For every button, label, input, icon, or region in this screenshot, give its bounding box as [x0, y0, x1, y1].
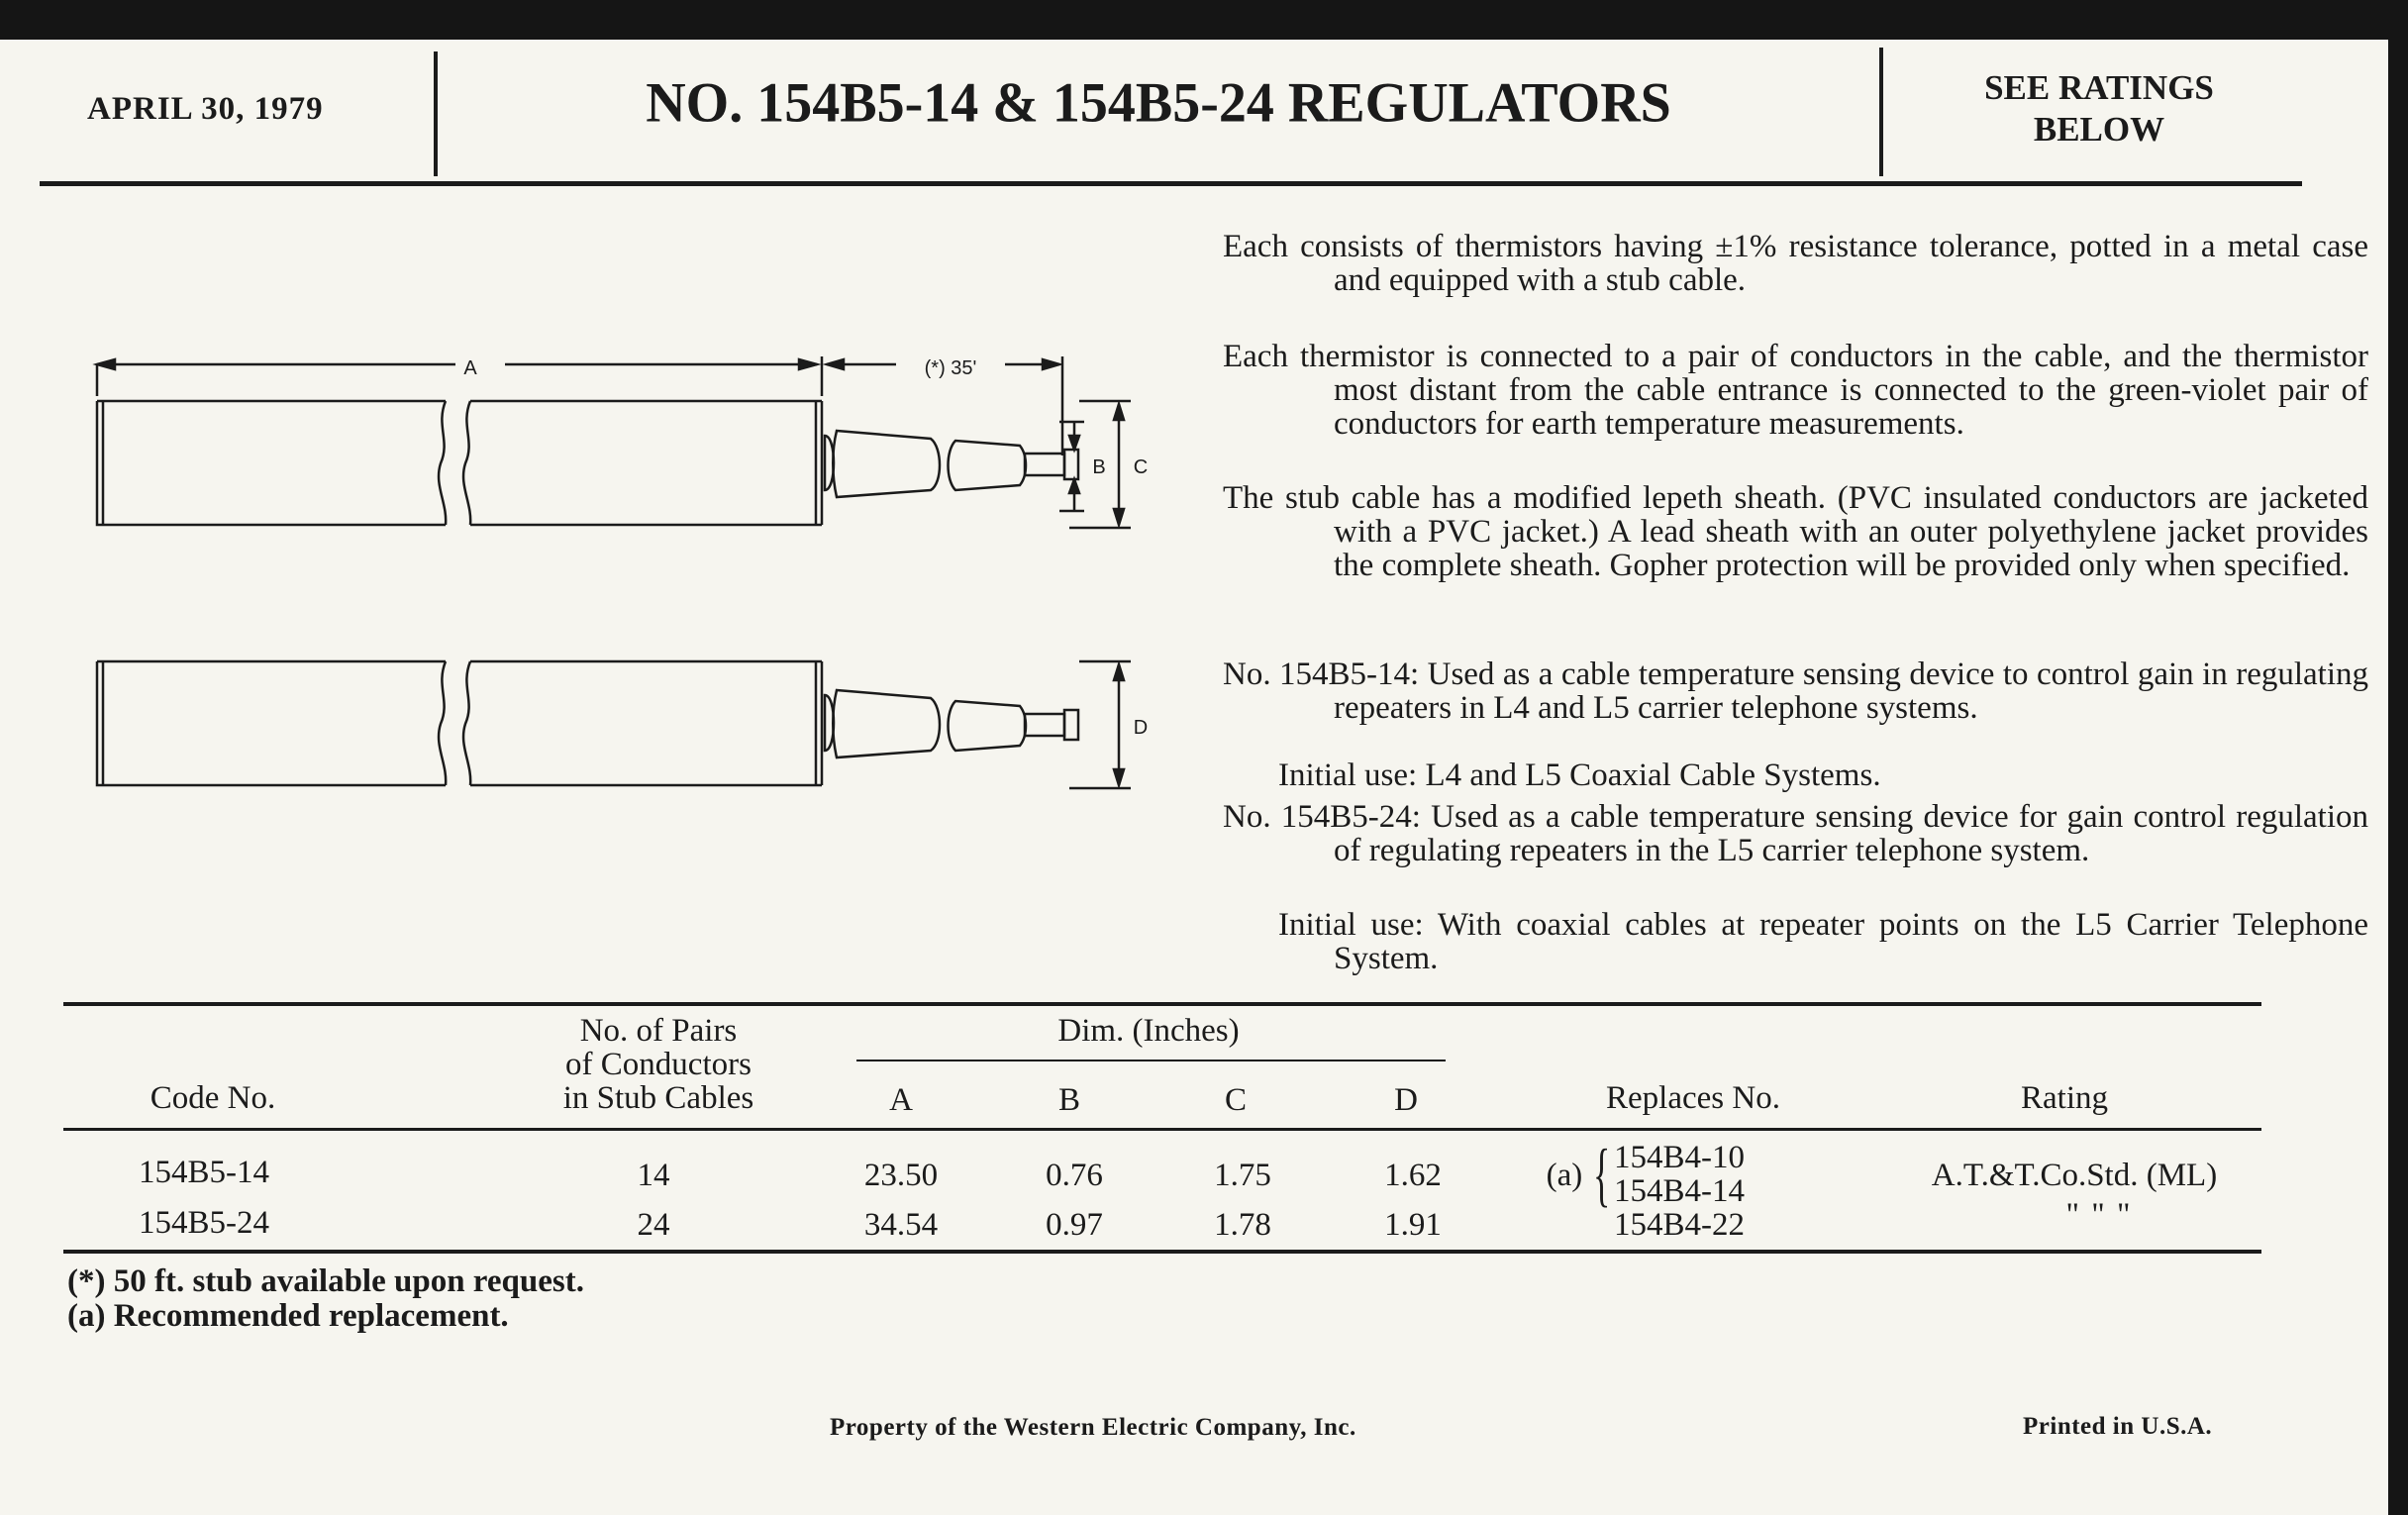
description-paragraph-2: Each thermistor is connected to a pair of conductors in the cable, and the thermistor most distant from the cable entrance is connected to the green-violet pair of conductors for earth temperature measurements. [1223, 339, 2368, 442]
cell-code: 154B5-14 [139, 1155, 269, 1190]
description-paragraph-5: No. 154B5-24: Used as a cable temperature sensing device for gain control regulation of regulating repeaters in the L5 carrier telephone system. [1223, 799, 2368, 868]
replaces-item-3: 154B4-22 [1614, 1207, 1745, 1243]
header-dim-inches: Dim. (Inches) [1057, 1013, 1240, 1049]
header-rule [40, 181, 2302, 186]
cell-dim-d: 1.62 [1384, 1158, 1442, 1193]
header-dim-d: D [1394, 1082, 1418, 1118]
description-initial-use-1: Initial use: L4 and L5 Coaxial Cable Systems. [1278, 758, 1881, 793]
footnote-replacement: (a) Recommended replacement. [67, 1298, 509, 1334]
replaces-note-marker: (a) [1546, 1158, 1583, 1193]
description-paragraph-3: The stub cable has a modified lepeth sheath. (PVC insulated conductors are jacketed with a PVC jacket.) A lead sheath with an outer polyethylene jacket provides the complete sheath. Gopher protection will be provided only when specified. [1223, 480, 2368, 583]
cell-dim-b: 0.97 [1046, 1207, 1103, 1243]
cell-dim-c: 1.75 [1214, 1158, 1271, 1193]
footnote-stub: (*) 50 ft. stub available upon request. [67, 1263, 584, 1299]
header-pairs-line3: in Stub Cables [562, 1080, 754, 1116]
header-code-no: Code No. [150, 1080, 276, 1116]
cell-dim-d: 1.91 [1384, 1207, 1442, 1243]
footer-property-note: Property of the Western Electric Company, Inc. [830, 1414, 1356, 1441]
header-dim-a: A [889, 1082, 913, 1118]
header-divider-right [1879, 48, 1883, 176]
see-ratings-line1: SEE RATINGS [1984, 68, 2214, 107]
header-dim-c: C [1224, 1082, 1247, 1118]
description-paragraph-4: No. 154B5-14: Used as a cable temperature sensing device to control gain in regulating repeaters in L4 and L5 carrier telephone systems. [1223, 656, 2368, 726]
cell-rating: A.T.&T.Co.Std. (ML) [1931, 1158, 2218, 1193]
document-date: APRIL 30, 1979 [87, 91, 324, 127]
header-pairs-line1: No. of Pairs [579, 1013, 738, 1049]
dim-label-c: C [1133, 456, 1149, 478]
footer-printed-note: Printed in U.S.A. [2023, 1413, 2213, 1440]
replaces-brace: { [1593, 1135, 1611, 1214]
see-ratings-note [1886, 67, 2312, 151]
cell-dim-a: 23.50 [863, 1158, 939, 1193]
cell-rating-ditto: " " " [2065, 1197, 2133, 1233]
regulator-dimension-diagram [79, 337, 1149, 802]
dim-label-stub: (*) 35' [924, 357, 977, 379]
scan-top-border [0, 0, 2408, 40]
cell-code: 154B5-24 [139, 1205, 269, 1241]
replaces-item-2: 154B4-14 [1614, 1173, 1745, 1209]
header-pairs-line2: of Conductors [565, 1047, 752, 1082]
description-paragraph-1: Each consists of thermistors having ±1% resistance tolerance, potted in a metal case and equipped with a stub cable. [1223, 229, 2368, 298]
cell-dim-c: 1.78 [1214, 1207, 1271, 1243]
see-ratings-line2: BELOW [2033, 110, 2165, 149]
description-initial-use-2: Initial use: With coaxial cables at repeater points on the L5 Carrier Telephone System. [1278, 907, 2368, 976]
header-rating: Rating [2021, 1080, 2108, 1116]
table-top-rule [63, 1002, 2261, 1006]
cell-pairs: 14 [637, 1158, 670, 1193]
replaces-item-1: 154B4-10 [1614, 1140, 1745, 1175]
cell-dim-a: 34.54 [863, 1207, 939, 1243]
table-header-rule [63, 1128, 2261, 1131]
header-replaces-no: Replaces No. [1606, 1080, 1780, 1116]
document-title: NO. 154B5-14 & 154B5-24 REGULATORS [646, 71, 1671, 135]
scan-right-border [2388, 0, 2408, 1515]
dim-label-d: D [1133, 717, 1149, 739]
header-dim-rule [856, 1060, 1446, 1061]
header-divider-left [434, 51, 438, 176]
dim-label-b: B [1092, 456, 1106, 478]
dim-label-a: A [463, 357, 477, 379]
cell-pairs: 24 [637, 1207, 670, 1243]
header-dim-b: B [1057, 1082, 1080, 1118]
cell-dim-b: 0.76 [1046, 1158, 1103, 1193]
table-bottom-rule [63, 1250, 2261, 1254]
